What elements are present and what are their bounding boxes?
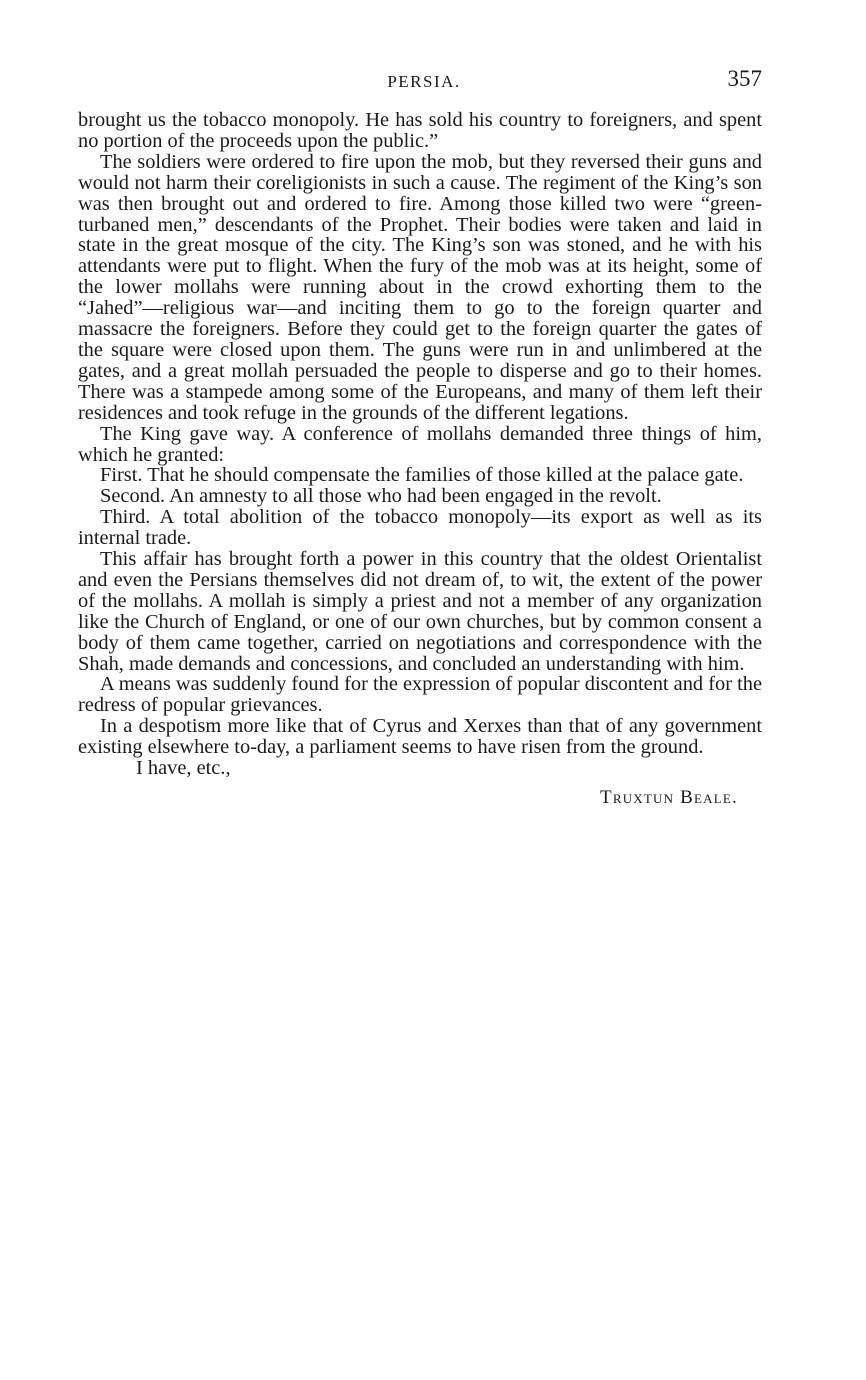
paragraph: Third. A total abolition of the tobacco monopoly—its export as well as its internal trade.	[78, 506, 762, 550]
paragraph: In a despotism more like that of Cyrus and Xerxes than that of any government existing elsewhere to-day, a parliament seems to have risen from the ground.	[78, 715, 762, 759]
letter-closing: I have, etc.,	[136, 757, 231, 780]
paragraph-continued: brought us the tobacco monopoly. He has sold his country to foreigners, and spent no portion of the proceeds upon the public.”	[78, 109, 762, 152]
paragraph: The soldiers were ordered to fire upon the mob, but they reversed their guns and would not harm their coreligionists in such a cause. The regiment of the King’s son was then brought out and ordered to fire. Among those killed two were “green-turbaned men,” descendants of the Prophet. Their bodies were taken and laid in state in the great mosque of the city. The King’s son was stoned, and he with his attendants were put to flight. When the fury of the mob was at its height, some of the lower mollahs were running about in the crowd exhorting them to the “Jahed”—religious war—and inciting them to go to the foreign quarter and massacre the foreigners. Before they could get to the foreign quarter the gates of the square were closed upon them. The guns were run in and unlimbered at the gates, and a great mollah persuaded the people to disperse and go to their homes. There was a stampede among some of the Europeans, and many of them left their residences and took refuge in the grounds of the different legations.	[78, 150, 762, 424]
page-header	[78, 66, 762, 96]
paragraph: This affair has brought forth a power in this country that the oldest Orientalist and even the Persians themselves did not dream of, to wit, the extent of the power of the mollahs. A mollah is simply a priest and not a member of any organization like the Church of England, or one of our own churches, but by common consent a body of them came together, carried on negotiations and correspondence with the Shah, made demands and concessions, and concluded an understanding with him.	[78, 548, 762, 675]
paragraph: First. That he should compensate the families of those killed at the palace gate.	[100, 464, 744, 487]
paragraph: The King gave way. A conference of mollahs demanded three things of him, which he granted:	[78, 422, 762, 466]
document-page	[78, 66, 762, 809]
paragraph: Second. An amnesty to all those who had been engaged in the revolt.	[100, 485, 662, 508]
body-text	[78, 110, 762, 758]
signature: Truxtun Beale.	[600, 787, 738, 809]
page-number: 357	[727, 66, 762, 91]
running-head: PERSIA.	[387, 72, 461, 91]
paragraph: A means was suddenly found for the expression of popular discontent and for the redress of popular grievances.	[78, 673, 762, 717]
